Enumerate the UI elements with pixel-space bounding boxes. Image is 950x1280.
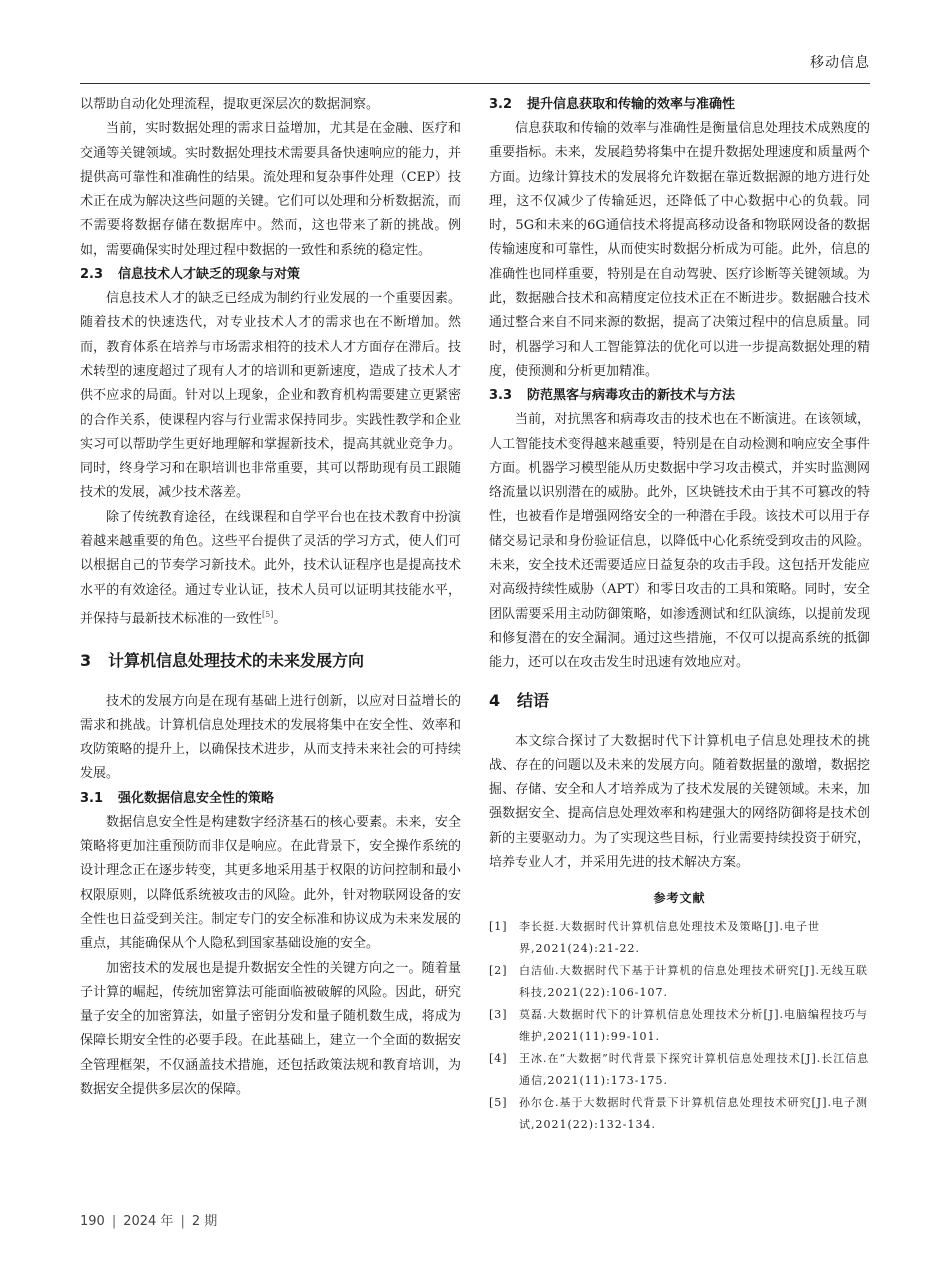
section-number: 3	[80, 650, 92, 670]
paragraph: 信息获取和传输的效率与准确性是衡量信息处理技术成熟度的重要指标。未来，发展趋势将集中在提升数据处理速度和质量两个方面。边缘计算技术的发展将允许数据在靠近数据源的地方进行处理，这不仅减少了传输延迟，还降低了中心数据中心的负载。同时，5G和未来的6G通信技术将提高移动设备和物联网设备的数据传输速度和可靠性，从而使实时数据分析成为可能。此外，信息的准确性也同样重要，特别是在自动驾驶、医疗诊断等关键领域。为此，数据融合技术和高精度定位技术正在不断进步。数据融合技术通过整合来自不同来源的数据，提高了决策过程中的信息质量。同时，机器学习和人工智能算法的优化可以进一步提高数据处理的精度，使预测和分析更加精准。	[489, 121, 870, 379]
section-title: 强化数据信息安全性的策略	[118, 790, 275, 806]
section-number: 3.1	[80, 790, 104, 806]
page-footer	[80, 1210, 217, 1229]
section-heading-3	[80, 648, 461, 674]
section-title: 信息技术人才缺乏的现象与对策	[118, 267, 301, 283]
reference-number: [4]	[489, 1052, 508, 1066]
issue-number: 2 期	[191, 1214, 218, 1229]
section-title: 提升信息获取和传输的效率与准确性	[527, 97, 736, 112]
paragraph: 本文综合探讨了大数据时代下计算机电子信息处理技术的挑战、存在的问题以及未来的发展方向。随着数据量的激增，数据挖掘、存储、安全和人才培养成为了技术发展的关键领域。未来，加强数据安全、提高信息处理效率和构建强大的网络防御将是技术创新的主要驱动力。为了实现这些目标，行业需要持续投资于研究，培养专业人才，并采用先进的技术解决方案。	[489, 733, 870, 871]
reference-text: 李长挺.大数据时代计算机信息处理技术及策略[J].电子世界,2021(24):21-22.	[519, 920, 820, 956]
header-rule	[80, 83, 870, 84]
section-heading-2-3	[80, 263, 461, 287]
section-number: 3.3	[489, 388, 513, 404]
reference-number: [1]	[489, 920, 508, 934]
paragraph-end: 。	[273, 611, 287, 627]
paragraph: 技术的发展方向是在现有基础上进行创新，以应对日益增长的需求和挑战。计算机信息处理技术的发展将集中在安全性、效率和攻防策略的提升上，以确保技术进步，从而支持未来社会的可持续发展。	[80, 693, 461, 782]
paragraph-text: 除了传统教育途径，在线课程和自学平台也在技术教育中扮演着越来越重要的角色。这些平台提供了灵活的学习方式，使人们可以根据自己的节奏学习新技术。此外，技术认证程序也是提高技术水平的有效途径。通过专业认证，技术人员可以证明其技能水平，并保持与最新技术标准的一致性	[80, 509, 461, 627]
reference-text: 莫磊.大数据时代下的计算机信息处理技术分析[J].电脑编程技巧与维护,2021(11):99-101.	[519, 1008, 868, 1044]
section-number: 2.3	[80, 267, 104, 283]
paragraph: 以帮助自动化处理流程，提取更深层次的数据洞察。	[80, 97, 380, 112]
references-list	[489, 916, 870, 1136]
reference-item	[489, 960, 870, 1004]
section-number: 4	[489, 690, 501, 710]
section-title: 防范黑客与病毒攻击的新技术与方法	[527, 388, 736, 404]
reference-item	[489, 916, 870, 960]
paragraph: 当前，实时数据处理的需求日益增加，尤其是在金融、医疗和交通等关键领域。实时数据处理技术需要具备快速响应的能力，并提供高可靠性和准确性的结果。流处理和复杂事件处理（CEP）技术正在成为解决这些问题的关键。它们可以处理和分析数据流，而不需要将数据存储在数据库中。然而，这也带来了新的挑战。例如，需要确保实时处理过程中数据的一致性和系统的稳定性。	[80, 121, 461, 258]
reference-item	[489, 1004, 870, 1048]
section-heading-3-1	[80, 787, 461, 811]
journal-name: 移动信息	[810, 55, 870, 71]
footer-separator: |	[180, 1214, 185, 1229]
section-title: 计算机信息处理技术的未来发展方向	[108, 650, 365, 670]
paragraph: 信息技术人才的缺乏已经成为制约行业发展的一个重要因素。随着技术的快速迭代，对专业技术人才的需求也在不断增加。然而，教育体系在培养与市场需求相符的技术人才方面存在滞后。技术转型的速度超过了现有人才的培训和更新速度，造成了技术人才供不应求的局面。针对以上现象，企业和教育机构需要建立更紧密的合作关系，使课程内容与行业需求保持同步。实践性教学和企业实习可以帮助学生更好地理解和掌握新技术，提高其就业竞争力。同时，终身学习和在职培训也非常重要，其可以帮助现有员工跟随技术的发展，减少技术落差。	[80, 291, 461, 501]
references-title: 参考文献	[653, 891, 706, 906]
reference-item	[489, 1092, 870, 1136]
paragraph: 加密技术的发展也是提升数据安全性的关键方向之一。随着量子计算的崛起，传统加密算法可能面临被破解的风险。因此，研究量子安全的加密算法，如量子密钥分发和量子随机数生成，将成为保障长期安全性的必要手段。在此基础上，建立一个全面的数据安全管理框架，不仅涵盖技术措施，还包括政策法规和教育培训，为数据安全提供多层次的保障。	[80, 960, 461, 1098]
issue-year: 2024 年	[123, 1214, 174, 1229]
reference-item	[489, 1048, 870, 1092]
section-heading-3-2	[489, 93, 870, 117]
footer-separator: |	[111, 1214, 117, 1229]
section-heading-3-3	[489, 384, 870, 408]
citation: [5]	[262, 609, 274, 619]
reference-text: 王冰.在“大数据”时代背景下探究计算机信息处理技术[J].长江信息通信,2021(11):173-175.	[519, 1052, 870, 1088]
paragraph: 数据信息安全性是构建数字经济基石的核心要素。未来，安全策略将更加注重预防而非仅是响应。在此背景下，安全操作系统的设计理念正在逐步转变，其更多地采用基于权限的访问控制和最小权限原则，以降低系统被攻击的风险。此外，针对物联网设备的安全性也日益受到关注。制定专门的安全标准和协议成为未来发展的重点，其能确保从个人隐私到国家基础设施的安全。	[80, 814, 461, 952]
paragraph: 当前，对抗黑客和病毒攻击的技术也在不断演进。在该领域，人工智能技术变得越来越重要，特别是在自动检测和响应安全事件方面。机器学习模型能从历史数据中学习攻击模式，并实时监测网络流量以识别潜在的威胁。此外，区块链技术由于其不可篡改的特性，也被看作是增强网络安全的一种潜在手段。该技术可以用于存储交易记录和身份验证信息，以降低中心化系统受到攻击的风险。未来，安全技术还需要适应日益复杂的攻击手段。这包括开发能应对高级持续性威胁（APT）和零日攻击的工具和策略。同时，安全团队需要采用主动防御策略，如渗透测试和红队演练，以提前发现和修复潜在的安全漏洞。通过这些措施，不仅可以提高系统的抵御能力，还可以在攻击发生时迅速有效地应对。	[489, 412, 870, 671]
reference-number: [2]	[489, 964, 508, 978]
page-number: 190	[80, 1214, 105, 1229]
left-column	[80, 93, 461, 1102]
reference-text: 孙尔仓.基于大数据时代背景下计算机信息处理技术研究[J].电子测试,2021(22):132-134.	[519, 1096, 868, 1132]
paragraph	[80, 506, 461, 632]
section-title: 结语	[517, 690, 550, 710]
section-number: 3.2	[489, 97, 513, 112]
reference-number: [5]	[489, 1096, 508, 1110]
reference-text: 白洁仙.大数据时代下基于计算机的信息处理技术研究[J].无线互联科技,2021(22):106-107.	[519, 964, 868, 1000]
section-heading-4	[489, 688, 870, 714]
reference-number: [3]	[489, 1008, 508, 1022]
right-column	[489, 93, 870, 1136]
